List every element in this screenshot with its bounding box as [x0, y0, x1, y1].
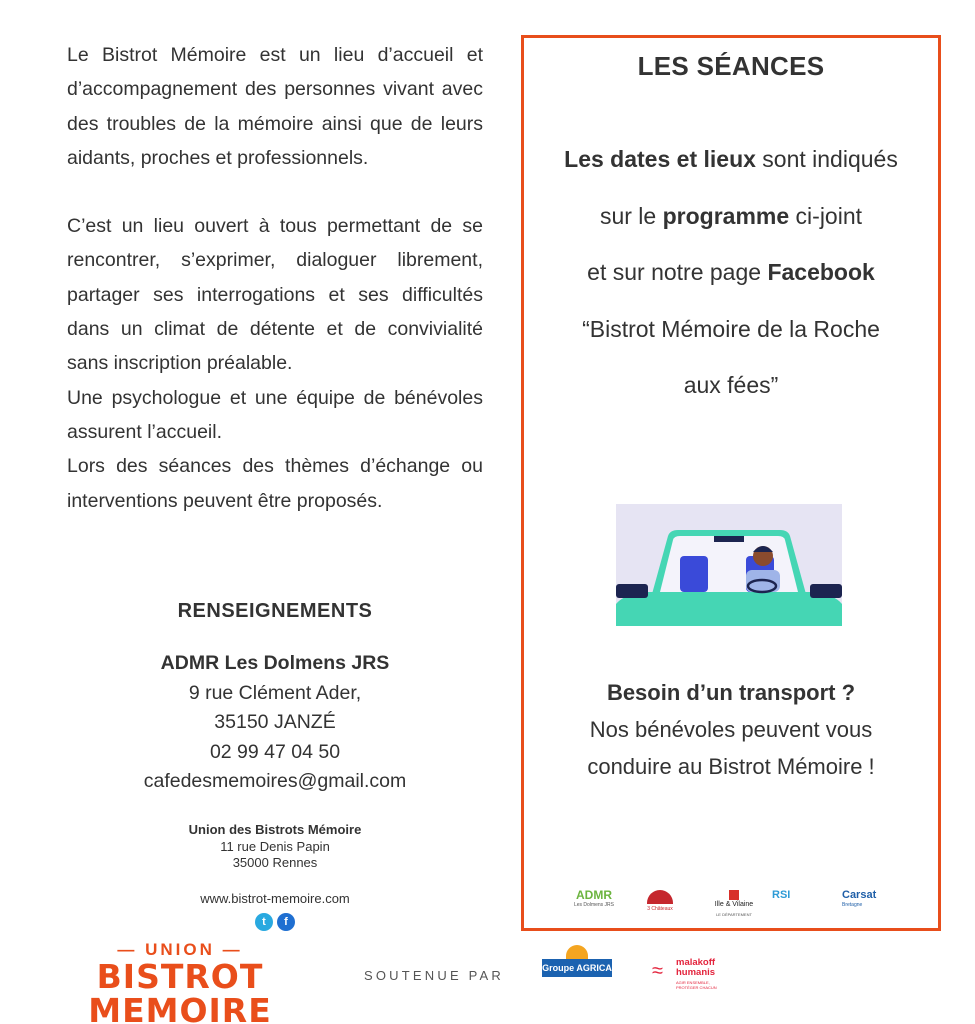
renseignements-title: RENSEIGNEMENTS [177, 600, 373, 622]
contact-email[interactable]: cafedesmemoires@gmail.com [143, 770, 407, 792]
facebook-page-name: “Bistrot Mémoire de la Roche [582, 315, 880, 342]
malakoff-tagline: AGIR ENSEMBLE, PROTÉGER CHACUN [676, 980, 717, 990]
rear-view-mirror [714, 536, 744, 542]
ille-vilaine-icon [729, 890, 739, 900]
facebook-icon[interactable]: f [277, 913, 295, 931]
carsat-logo: Carsat Bretagne [842, 889, 877, 908]
passenger-seat [680, 556, 708, 592]
admr-logo: ADMR Les Dolmens JRS [573, 888, 614, 908]
supported-by-label: SOUTENUE PAR [364, 968, 505, 983]
ille-vilaine-logo: Ille & Vilaine LE DÉPARTEMENT [710, 890, 758, 920]
seances-text: Les dates et lieux sont indiqués sur le programme ci-joint et sur notre page Facebook “Bistrot Mémoire de la Roche aux fées” [524, 131, 938, 414]
logo-union-text: — UNION — [117, 940, 243, 959]
transport-line-2: conduire au Bistrot Mémoire ! [587, 754, 875, 779]
twitter-icon[interactable]: t [255, 913, 273, 931]
agrica-logo [542, 945, 612, 981]
rsi-logo: RSI [772, 889, 791, 901]
union-city: 35000 Rennes [232, 855, 318, 870]
malakoff-name: malakoff [676, 957, 716, 968]
intro-paragraph-1: Le Bistrot Mémoire est un lieu d’accueil et d’accompagnement des personnes vivant avec des troubles de la mémoire ainsi que de leurs aidants, proches et professionnels. [67, 44, 483, 169]
humanis-name: humanis [676, 967, 716, 978]
agrica-sun-icon [566, 945, 588, 959]
union-address [67, 822, 483, 931]
social-links [67, 913, 483, 931]
transport-section [524, 674, 938, 785]
right-mirror [810, 584, 842, 598]
logo-main-text: BISTROT MEMOIRE [88, 957, 272, 1024]
contact-phone[interactable]: 02 99 47 04 50 [209, 740, 341, 763]
chateaux-logo: 3 Châteaux [640, 890, 680, 914]
union-street: 11 rue Denis Papin [220, 838, 330, 854]
malakoff-humanis-logo [652, 958, 732, 988]
seances-programme-bold: programme [662, 202, 790, 229]
chateaux-icon [647, 890, 673, 904]
left-mirror [616, 584, 648, 598]
car-hood [616, 592, 842, 626]
contact-org: ADMR Les Dolmens JRS [160, 652, 390, 674]
malakoff-wave-icon: ≈ [652, 960, 663, 982]
intro-text [67, 38, 483, 518]
facebook-page-name-end: aux fées” [683, 372, 779, 398]
union-bistrot-memoire-logo [30, 940, 330, 1024]
contact-address [67, 649, 483, 797]
transport-line-1: Nos bénévoles peuvent vous [589, 717, 873, 742]
contact-city: 35150 JANZÉ [214, 711, 336, 733]
contact-street: 9 rue Clément Ader, [188, 681, 362, 704]
union-website[interactable]: www.bistrot-memoire.com [200, 890, 350, 906]
car-driver-illustration [616, 504, 842, 626]
seances-panel [521, 35, 941, 931]
intro-paragraph-2: C’est un lieu ouvert à tous permettant de se rencontrer, s’exprimer, dialoguer librement, partager ses interrogations et ses difficultés dans un climat de détente et de convivialité sans inscription préalable. [67, 215, 483, 375]
transport-question: Besoin d’un transport ? [606, 680, 856, 705]
seances-facebook-bold: Facebook [767, 259, 875, 285]
renseignements-section [67, 600, 483, 797]
intro-paragraph-3: Une psychologue et une équipe de bénévoles assurent l’accueil. [67, 386, 483, 443]
partner-logos [524, 890, 938, 920]
seances-title: LES SÉANCES [637, 51, 825, 81]
seances-dates-bold: Les dates et lieux [564, 146, 756, 172]
agrica-label: Groupe AGRICA [542, 959, 612, 977]
union-name: Union des Bistrots Mémoire [188, 822, 362, 837]
intro-paragraph-4: Lors des séances des thèmes d’échange ou interventions peuvent être proposés. [67, 455, 483, 512]
